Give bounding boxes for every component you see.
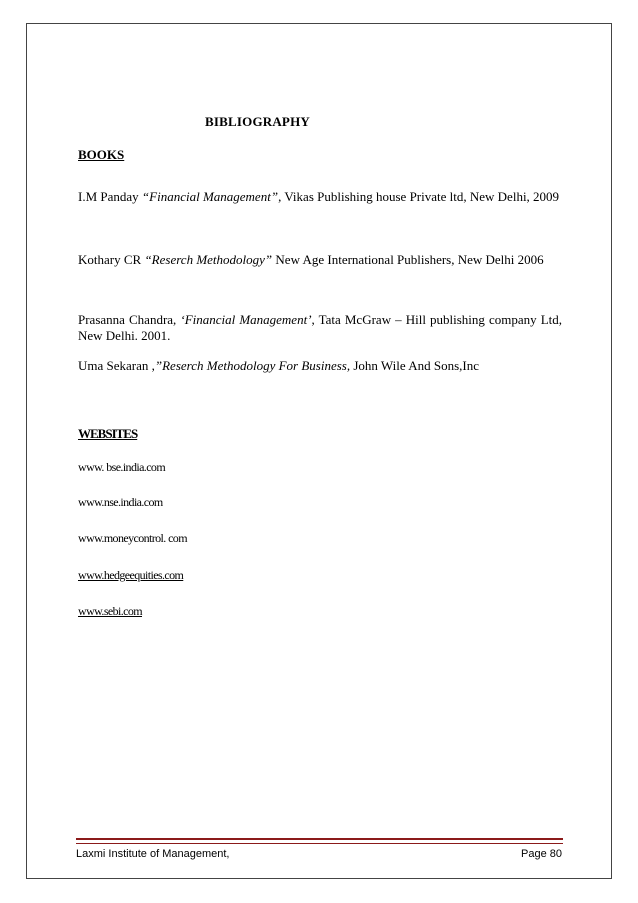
book-details: , Vikas Publishing house Private ltd, New Delhi, 2009 (278, 189, 560, 204)
footer-institute: Laxmi Institute of Management, (76, 848, 230, 860)
website-link[interactable]: www. bse.india.com (78, 460, 166, 474)
footer-page-number: Page 80 (521, 848, 562, 860)
book-author: Kothary CR (78, 252, 145, 267)
book-reference (78, 246, 562, 274)
book-reference (78, 358, 562, 374)
book-reference (78, 312, 562, 344)
book-details: New Age International Publishers, New Delhi 2006 (272, 252, 544, 267)
book-reference (78, 185, 562, 209)
website-link[interactable]: www.hedgeequities.com (78, 568, 184, 582)
websites-heading: WEBSITES (78, 426, 138, 441)
book-title: ”Reserch Methodology For Business, (154, 358, 351, 373)
website-link[interactable]: www.sebi.com (78, 604, 143, 618)
website-link[interactable]: www.nse.india.com (78, 495, 163, 509)
book-details: John Wile And Sons,Inc (350, 358, 479, 373)
website-link[interactable]: www.moneycontrol. com (78, 531, 187, 545)
book-title: “Financial Management” (141, 189, 279, 204)
book-title: ‘Financial Management’ (180, 312, 312, 327)
book-author: Prasanna Chandra, (78, 312, 181, 327)
book-title: “Reserch Methodology” (144, 252, 273, 267)
book-author: Uma Sekaran , (78, 358, 155, 373)
page-title: BIBLIOGRAPHY (205, 114, 310, 129)
book-details: , Tata McGraw – Hill publishing company Ltd, New Delhi. 2001. (78, 312, 563, 343)
footer-divider (76, 838, 563, 844)
books-heading: BOOKS (78, 147, 125, 162)
book-author: I.M Panday (78, 189, 142, 204)
